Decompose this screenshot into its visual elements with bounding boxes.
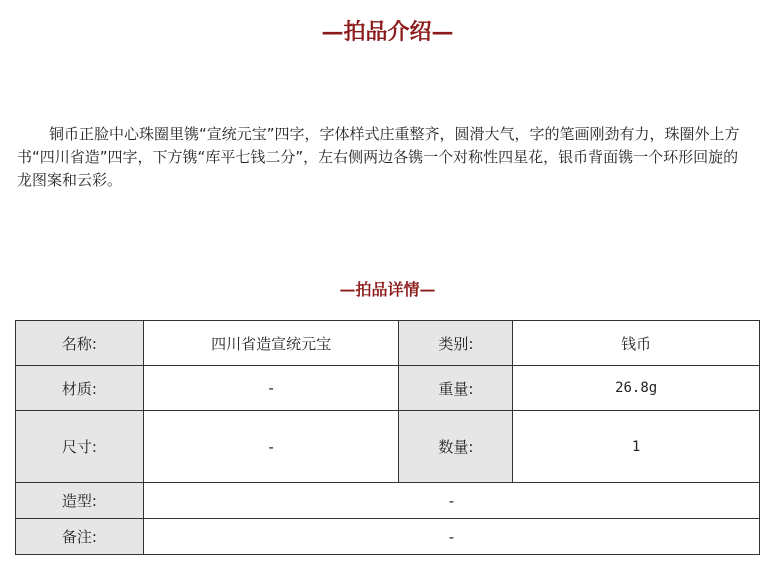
details-section-title: —拍品详情— — [339, 280, 436, 299]
name-label: 名称: — [16, 321, 144, 366]
quantity-label: 数量: — [399, 411, 513, 483]
shape-value: - — [143, 483, 759, 519]
name-value: 四川省造宣统元宝 — [143, 321, 399, 366]
table-row — [16, 519, 760, 555]
category-value: 钱币 — [513, 321, 760, 366]
weight-value: 26.8g — [513, 366, 760, 411]
intro-section-title: —拍品介绍— — [321, 19, 454, 45]
material-value: - — [143, 366, 399, 411]
intro-description: 铜币正脸中心珠圈里镌“宣统元宝”四字，字体样式庄重整齐，圆滑大气，字的笔画刚劲有力，珠圈外上方书“四川省造”四字，下方镌“库平七钱二分”，左右侧两边各镌一个对称性四星花，银币背面镌一个环形回旋的龙图案和云彩。 — [17, 125, 740, 189]
shape-label: 造型: — [16, 483, 144, 519]
material-label: 材质: — [16, 366, 144, 411]
table-row — [16, 411, 760, 483]
note-value: - — [143, 519, 759, 555]
table-row — [16, 483, 760, 519]
weight-label: 重量: — [399, 366, 513, 411]
size-label: 尺寸: — [16, 411, 144, 483]
category-label: 类别: — [399, 321, 513, 366]
details-table — [15, 320, 760, 555]
size-value: - — [143, 411, 399, 483]
note-label: 备注: — [16, 519, 144, 555]
quantity-value: 1 — [513, 411, 760, 483]
table-row — [16, 366, 760, 411]
table-row — [16, 321, 760, 366]
